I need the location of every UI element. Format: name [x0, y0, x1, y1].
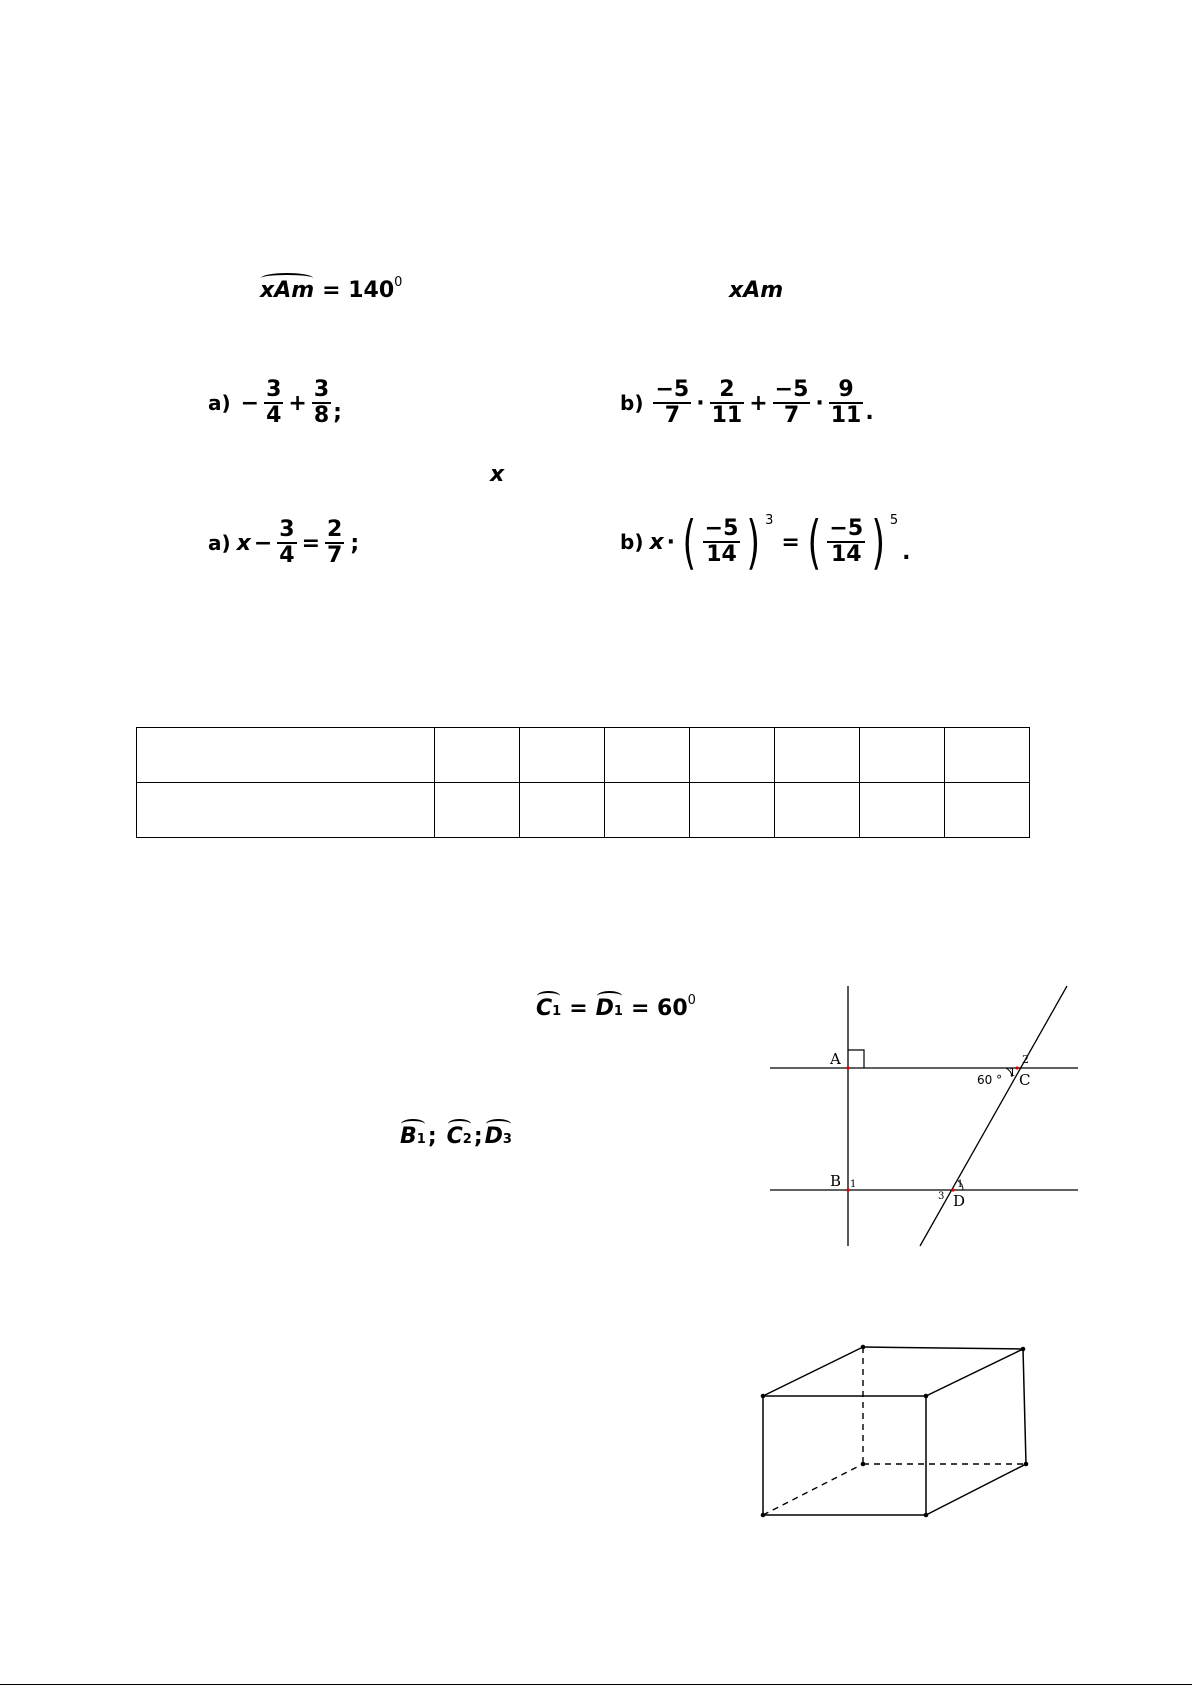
q2-b-label: b): [620, 391, 644, 415]
q1-equals: = 140: [322, 278, 395, 303]
parallel-lines-figure: [760, 980, 1090, 1250]
label-c-angle-1: 1: [1009, 1066, 1016, 1079]
q2-part-a: [208, 378, 342, 428]
q5-angle-c1-sub: 1: [552, 1004, 562, 1019]
q3-b-label: b): [620, 530, 644, 554]
q3-b-fraction-2: [827, 517, 865, 567]
q3-b-paren-close-1: ): [746, 508, 761, 576]
transversal-line-cd: [920, 986, 1067, 1246]
box-front-face: [763, 1396, 926, 1515]
q3-a-fraction-2: [325, 518, 344, 568]
q3-part-a: [208, 518, 359, 568]
q2-b-fraction-3: [773, 378, 811, 428]
table-cell: [690, 728, 775, 783]
box-hidden-edge-diagonal: [763, 1464, 863, 1515]
q3-b-paren-open-1: (: [682, 508, 697, 576]
box-vertex: [861, 1462, 866, 1467]
q5-asked-angles: [400, 1124, 512, 1149]
table-cell: [435, 728, 520, 783]
q3-a-end: ;: [350, 530, 360, 556]
box-edge-top-back: [863, 1347, 1023, 1349]
q1-angle-label: xAm: [260, 278, 315, 303]
q3-a-minus: −: [253, 530, 273, 556]
q5-angle-b1-letter: B: [400, 1124, 417, 1149]
q2-b-fraction-4: [829, 378, 864, 428]
q2-b-f3-den: 7: [773, 402, 811, 428]
q3-variable: [490, 462, 504, 487]
q5-angle-d1: [596, 996, 623, 1021]
table-cell: [605, 728, 690, 783]
q3-variable-text: x: [490, 462, 505, 487]
q2-a-fraction-1: [264, 378, 283, 428]
q5-angle-b1-sub: 1: [416, 1132, 426, 1147]
q2-b-f2-num: 2: [719, 377, 735, 402]
q3-b-end: .: [902, 539, 911, 565]
q3-b-power-1: 3: [765, 512, 774, 528]
q3-part-b: [620, 508, 911, 576]
q2-b-dot-2: ·: [815, 390, 824, 416]
label-angle-60: 60 °: [977, 1073, 1003, 1087]
table-cell: [137, 783, 435, 838]
q3-b-f2-den: 14: [827, 541, 865, 567]
q3-a-label: a): [208, 531, 231, 555]
label-b: B: [830, 1172, 842, 1190]
box-vertex: [1021, 1347, 1026, 1352]
table-cell: [945, 783, 1030, 838]
table-cell: [605, 783, 690, 838]
q5-angle-c2-sub: 2: [462, 1132, 472, 1147]
table-cell: [520, 783, 605, 838]
q5-ask-sep-1: ;: [427, 1124, 437, 1149]
q2-a-f1-den: 4: [266, 403, 282, 428]
q5-given-eq-1: =: [569, 996, 588, 1021]
q2-b-plus: +: [749, 390, 768, 416]
q3-a-x: x: [236, 530, 251, 556]
table-cell: [860, 783, 945, 838]
box-vertex: [861, 1345, 866, 1350]
q5-angle-d1-sub: 1: [613, 1004, 623, 1019]
q3-b-dot: ·: [666, 529, 676, 555]
point-a: [846, 1066, 849, 1069]
q2-b-fraction-1: [653, 378, 691, 428]
box-vertex: [761, 1394, 766, 1399]
q5-angle-c2: [447, 1124, 472, 1149]
q5-angle-c2-letter: C: [446, 1124, 463, 1149]
box-edge-bottom-right: [926, 1464, 1026, 1515]
box-vertex: [1024, 1462, 1029, 1467]
q5-angle-b1: [400, 1124, 426, 1149]
q5-given-angles: [536, 993, 696, 1021]
box-vertex: [924, 1394, 929, 1399]
box-edge-back-right: [1023, 1349, 1026, 1464]
q2-b-f4-den: 11: [830, 403, 862, 428]
table-row: [137, 783, 1030, 838]
q3-b-paren-open-2: (: [807, 508, 821, 576]
q2-a-end: ;: [333, 399, 342, 425]
label-b-angle-1: 1: [850, 1179, 857, 1190]
q2-a-plus: +: [288, 390, 307, 416]
rectangular-box-figure: [755, 1340, 1055, 1520]
q1-degree: 0: [394, 275, 403, 290]
q1-angle-statement: [260, 275, 403, 303]
q2-b-f3-num: −5: [774, 377, 809, 402]
table-cell: [775, 728, 860, 783]
table-cell: [520, 728, 605, 783]
q5-given-degree: 0: [687, 993, 696, 1008]
box-vertex: [924, 1513, 929, 1518]
q3-b-fraction-1: [703, 517, 741, 567]
q3-a-f1-den: 4: [279, 543, 295, 568]
q3-a-f1-num: 3: [279, 517, 295, 542]
q2-b-fraction-2: [710, 378, 745, 428]
table-cell: [860, 728, 945, 783]
q3-b-f1-num: −5: [704, 516, 739, 541]
right-angle-mark: [848, 1050, 864, 1068]
label-d-angle-3: 3: [938, 1191, 945, 1202]
q3-b-eq: =: [781, 529, 800, 555]
q5-angle-c1-letter: C: [536, 996, 553, 1021]
box-edge-top-left: [763, 1347, 863, 1396]
label-c: C: [1019, 1071, 1031, 1089]
q5-ask-sep-2: ;: [473, 1124, 483, 1149]
label-d: D: [953, 1192, 966, 1210]
q1-angle-label-2-text: xAm: [729, 278, 784, 303]
data-table: [136, 727, 1030, 838]
label-d-angle-1: 1: [957, 1179, 964, 1190]
q2-b-end: .: [865, 399, 874, 425]
q5-given-eq-2: = 60: [630, 996, 688, 1021]
q2-a-minus: −: [240, 390, 260, 416]
q2-b-f2-den: 11: [711, 403, 743, 428]
q2-b-dot-1: ·: [696, 390, 705, 416]
q3-a-eq: =: [301, 530, 321, 556]
table-cell: [945, 728, 1030, 783]
table-cell: [435, 783, 520, 838]
q5-angle-d3-sub: 3: [502, 1132, 512, 1147]
label-a: A: [830, 1050, 841, 1068]
q3-a-f2-den: 7: [327, 543, 343, 568]
box-vertex: [761, 1513, 766, 1518]
q3-a-fraction-1: [277, 518, 296, 568]
q3-b-f2-num: −5: [829, 516, 864, 541]
q2-part-b: [620, 378, 874, 428]
q1-angle-label-2: [729, 278, 783, 303]
label-c-angle-2: 2: [1022, 1053, 1029, 1066]
q3-b-f1-den: 14: [703, 541, 741, 567]
q3-b-power-2: 5: [889, 512, 899, 528]
q2-a-f2-den: 8: [313, 403, 330, 428]
q5-angle-c1: [536, 996, 561, 1021]
q5-angle-d3-letter: D: [484, 1124, 503, 1149]
q2-b-f4-num: 9: [838, 377, 854, 402]
q3-a-f2-num: 2: [327, 517, 343, 542]
q2-a-fraction-2: [312, 378, 331, 428]
table-cell: [690, 783, 775, 838]
box-edge-top-right: [926, 1349, 1023, 1396]
table-row: [137, 728, 1030, 783]
q5-angle-d1-letter: D: [595, 996, 614, 1021]
q5-angle-d3: [485, 1124, 512, 1149]
q3-b-paren-close-2: ): [871, 508, 886, 576]
q2-a-f2-num: 3: [313, 377, 330, 402]
q2-a-label: a): [208, 391, 231, 415]
q2-b-f1-den: 7: [653, 402, 691, 428]
table-cell: [775, 783, 860, 838]
q2-b-f1-num: −5: [655, 377, 690, 402]
table-cell: [137, 728, 435, 783]
q2-a-f1-num: 3: [266, 377, 282, 402]
q3-b-x: x: [649, 529, 664, 555]
